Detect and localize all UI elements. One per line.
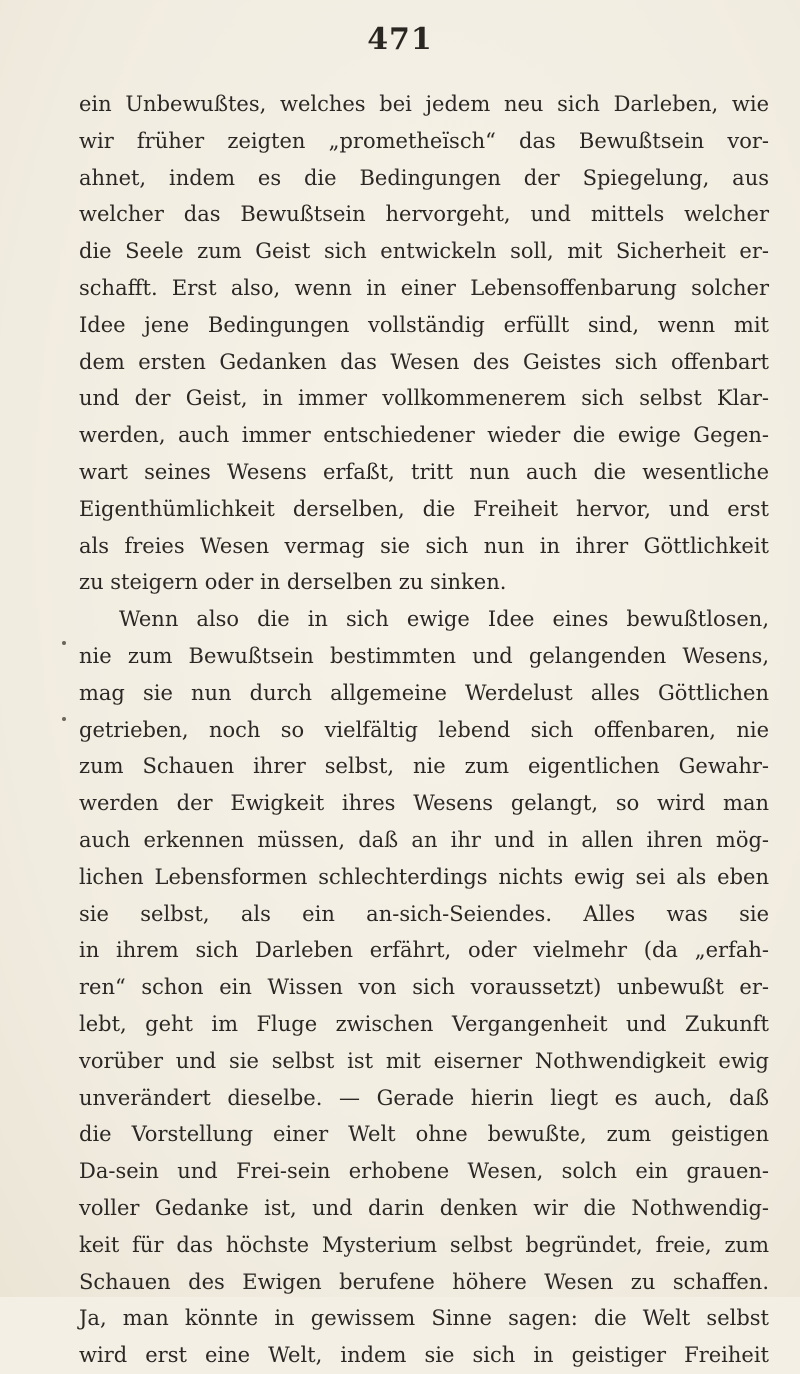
text-line: ahnet, indem es die Bedingungen der Spiegelung, aus <box>79 165 769 190</box>
text-line: werden der Ewigkeit ihres Wesens gelangt, so wird man <box>79 791 769 816</box>
text-line: zu steigern oder in derselben zu sinken. <box>79 570 507 595</box>
text-line: vorüber und sie selbst ist mit eiserner Nothwendigkeit ewig <box>79 1048 769 1073</box>
text-line: getrieben, noch so vielfältig lebend sich offenbaren, nie <box>79 717 769 742</box>
text-line: Idee jene Bedingungen vollständig erfüllt sind, wenn mit <box>79 312 769 337</box>
text-line: mag sie nun durch allgemeine Werdelust alles Göttlichen <box>79 680 769 705</box>
text-line: in ihrem sich Darleben erfährt, oder vielmehr (da „erfah- <box>79 938 769 963</box>
text-line: welcher das Bewußtsein hervorgeht, und mittels welcher <box>79 202 769 227</box>
text-line: voller Gedanke ist, und darin denken wir die Nothwendig- <box>79 1195 769 1220</box>
text-line: die Vorstellung einer Welt ohne bewußte, zum geistigen <box>79 1122 769 1147</box>
text-line: Schauen des Ewigen berufene höhere Wesen zu schaffen. <box>79 1269 769 1294</box>
text-line: wir früher zeigten „prometheïsch“ das Bewußtsein vor- <box>79 128 769 153</box>
text-line: ren“ schon ein Wissen von sich voraussetzt) unbewußt er- <box>79 975 769 1000</box>
text-line: zum Schauen ihrer selbst, nie zum eigentlichen Gewahr- <box>79 754 769 779</box>
text-line: auch erkennen müssen, daß an ihr und in allen ihren mög- <box>79 827 769 852</box>
page-number: 471 <box>367 22 433 57</box>
text-line: nie zum Bewußtsein bestimmten und gelangenden Wesens, <box>79 643 769 668</box>
text-line: die Seele zum Geist sich entwickeln soll, mit Sicherheit er- <box>79 239 769 264</box>
body-text <box>79 86 769 1374</box>
text-line: als freies Wesen vermag sie sich nun in ihrer Göttlichkeit <box>79 533 769 558</box>
margin-dot <box>62 717 66 721</box>
text-line: werden, auch immer entschiedener wieder die ewige Gegen- <box>79 423 769 448</box>
text-line: wart seines Wesens erfaßt, tritt nun auch die wesentliche <box>79 459 769 484</box>
text-line: Da-sein und Frei-sein erhobene Wesen, solch ein grauen- <box>79 1159 769 1184</box>
text-line: Eigenthümlichkeit derselben, die Freiheit hervor, und erst <box>79 496 769 521</box>
text-line: wird erst eine Welt, indem sie sich in geistiger Freiheit <box>79 1343 769 1368</box>
text-line: unverändert dieselbe. — Gerade hierin liegt es auch, daß <box>79 1085 769 1110</box>
text-line: lebt, geht im Fluge zwischen Vergangenheit und Zukunft <box>79 1011 769 1036</box>
margin-dot <box>62 641 66 645</box>
text-line: keit für das höchste Mysterium selbst begründet, freie, zum <box>79 1232 769 1257</box>
text-line: lichen Lebensformen schlechterdings nichts ewig sei als eben <box>79 864 769 889</box>
text-line: dem ersten Gedanken das Wesen des Geistes sich offenbart <box>79 349 769 374</box>
text-line: ein Unbewußtes, welches bei jedem neu sich Darleben, wie <box>79 92 769 116</box>
text-line: sie selbst, als ein an-sich-Seiendes. Alles was sie <box>79 901 769 926</box>
text-line: Ja, man könnte in gewissem Sinne sagen: die Welt selbst <box>79 1306 769 1331</box>
text-line: und der Geist, in immer vollkommenerem sich selbst Klar- <box>79 386 769 411</box>
text-line: Wenn also die in sich ewige Idee eines bewußtlosen, <box>119 607 769 632</box>
text-line: schafft. Erst also, wenn in einer Lebensoffenbarung solcher <box>79 275 769 300</box>
